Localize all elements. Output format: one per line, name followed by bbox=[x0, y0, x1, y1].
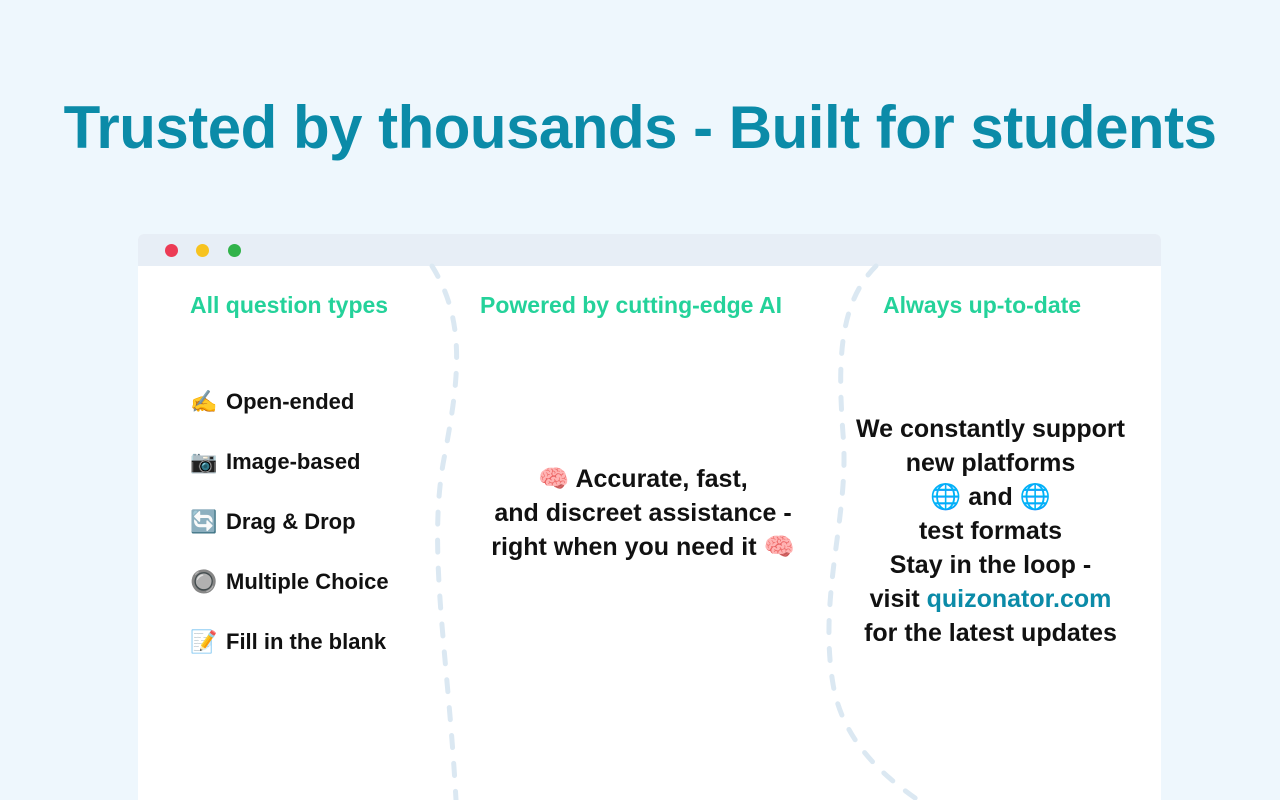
column-title-question-types: All question types bbox=[190, 292, 389, 318]
browser-window bbox=[138, 234, 1161, 800]
update-description bbox=[818, 412, 1161, 650]
list-item bbox=[190, 509, 389, 569]
list-item bbox=[190, 629, 389, 689]
radio-button-icon: 🔘 bbox=[190, 569, 218, 594]
list-item bbox=[190, 569, 389, 629]
writing-hand-icon: ✍️ bbox=[190, 389, 218, 414]
ai-description bbox=[448, 462, 838, 564]
list-item bbox=[190, 389, 389, 449]
question-type-label: Open-ended bbox=[226, 389, 355, 414]
question-type-label: Drag & Drop bbox=[226, 509, 356, 534]
update-line-4: test formats bbox=[918, 517, 1063, 545]
camera-icon: 📷 bbox=[190, 449, 218, 474]
update-line-2: new platforms bbox=[905, 449, 1076, 477]
ai-line-3: right when you need it 🧠 bbox=[491, 533, 795, 561]
column-title-up-to-date: Always up-to-date bbox=[883, 292, 1082, 318]
list-item bbox=[190, 449, 389, 509]
page-headline: Trusted by thousands - Built for students bbox=[63, 94, 1217, 161]
ai-line-2: and discreet assistance - bbox=[494, 499, 792, 527]
update-line-1: We constantly support bbox=[855, 415, 1125, 443]
brain-icon: 🧠 bbox=[763, 533, 795, 561]
update-line-6: visit quizonator.com bbox=[869, 585, 1112, 613]
quizonator-link[interactable]: quizonator.com bbox=[926, 585, 1112, 613]
update-line-7: for the latest updates bbox=[864, 619, 1117, 647]
column-title-ai: Powered by cutting-edge AI bbox=[480, 292, 783, 318]
brain-icon: 🧠 bbox=[538, 465, 570, 493]
question-type-label: Fill in the blank bbox=[226, 629, 387, 654]
question-type-label: Multiple Choice bbox=[226, 569, 389, 594]
arrows-cycle-icon: 🔄 bbox=[190, 509, 218, 534]
question-types-list bbox=[190, 389, 389, 689]
update-line-3: 🌐 and 🌐 bbox=[930, 483, 1051, 511]
question-type-label: Image-based bbox=[226, 449, 361, 474]
ai-line-1: 🧠 Accurate, fast, bbox=[538, 465, 748, 493]
globe-icon: 🌐 bbox=[1019, 483, 1051, 511]
update-line-5: Stay in the loop - bbox=[889, 551, 1092, 579]
memo-icon: 📝 bbox=[190, 629, 218, 654]
globe-icon: 🌐 bbox=[930, 483, 962, 511]
